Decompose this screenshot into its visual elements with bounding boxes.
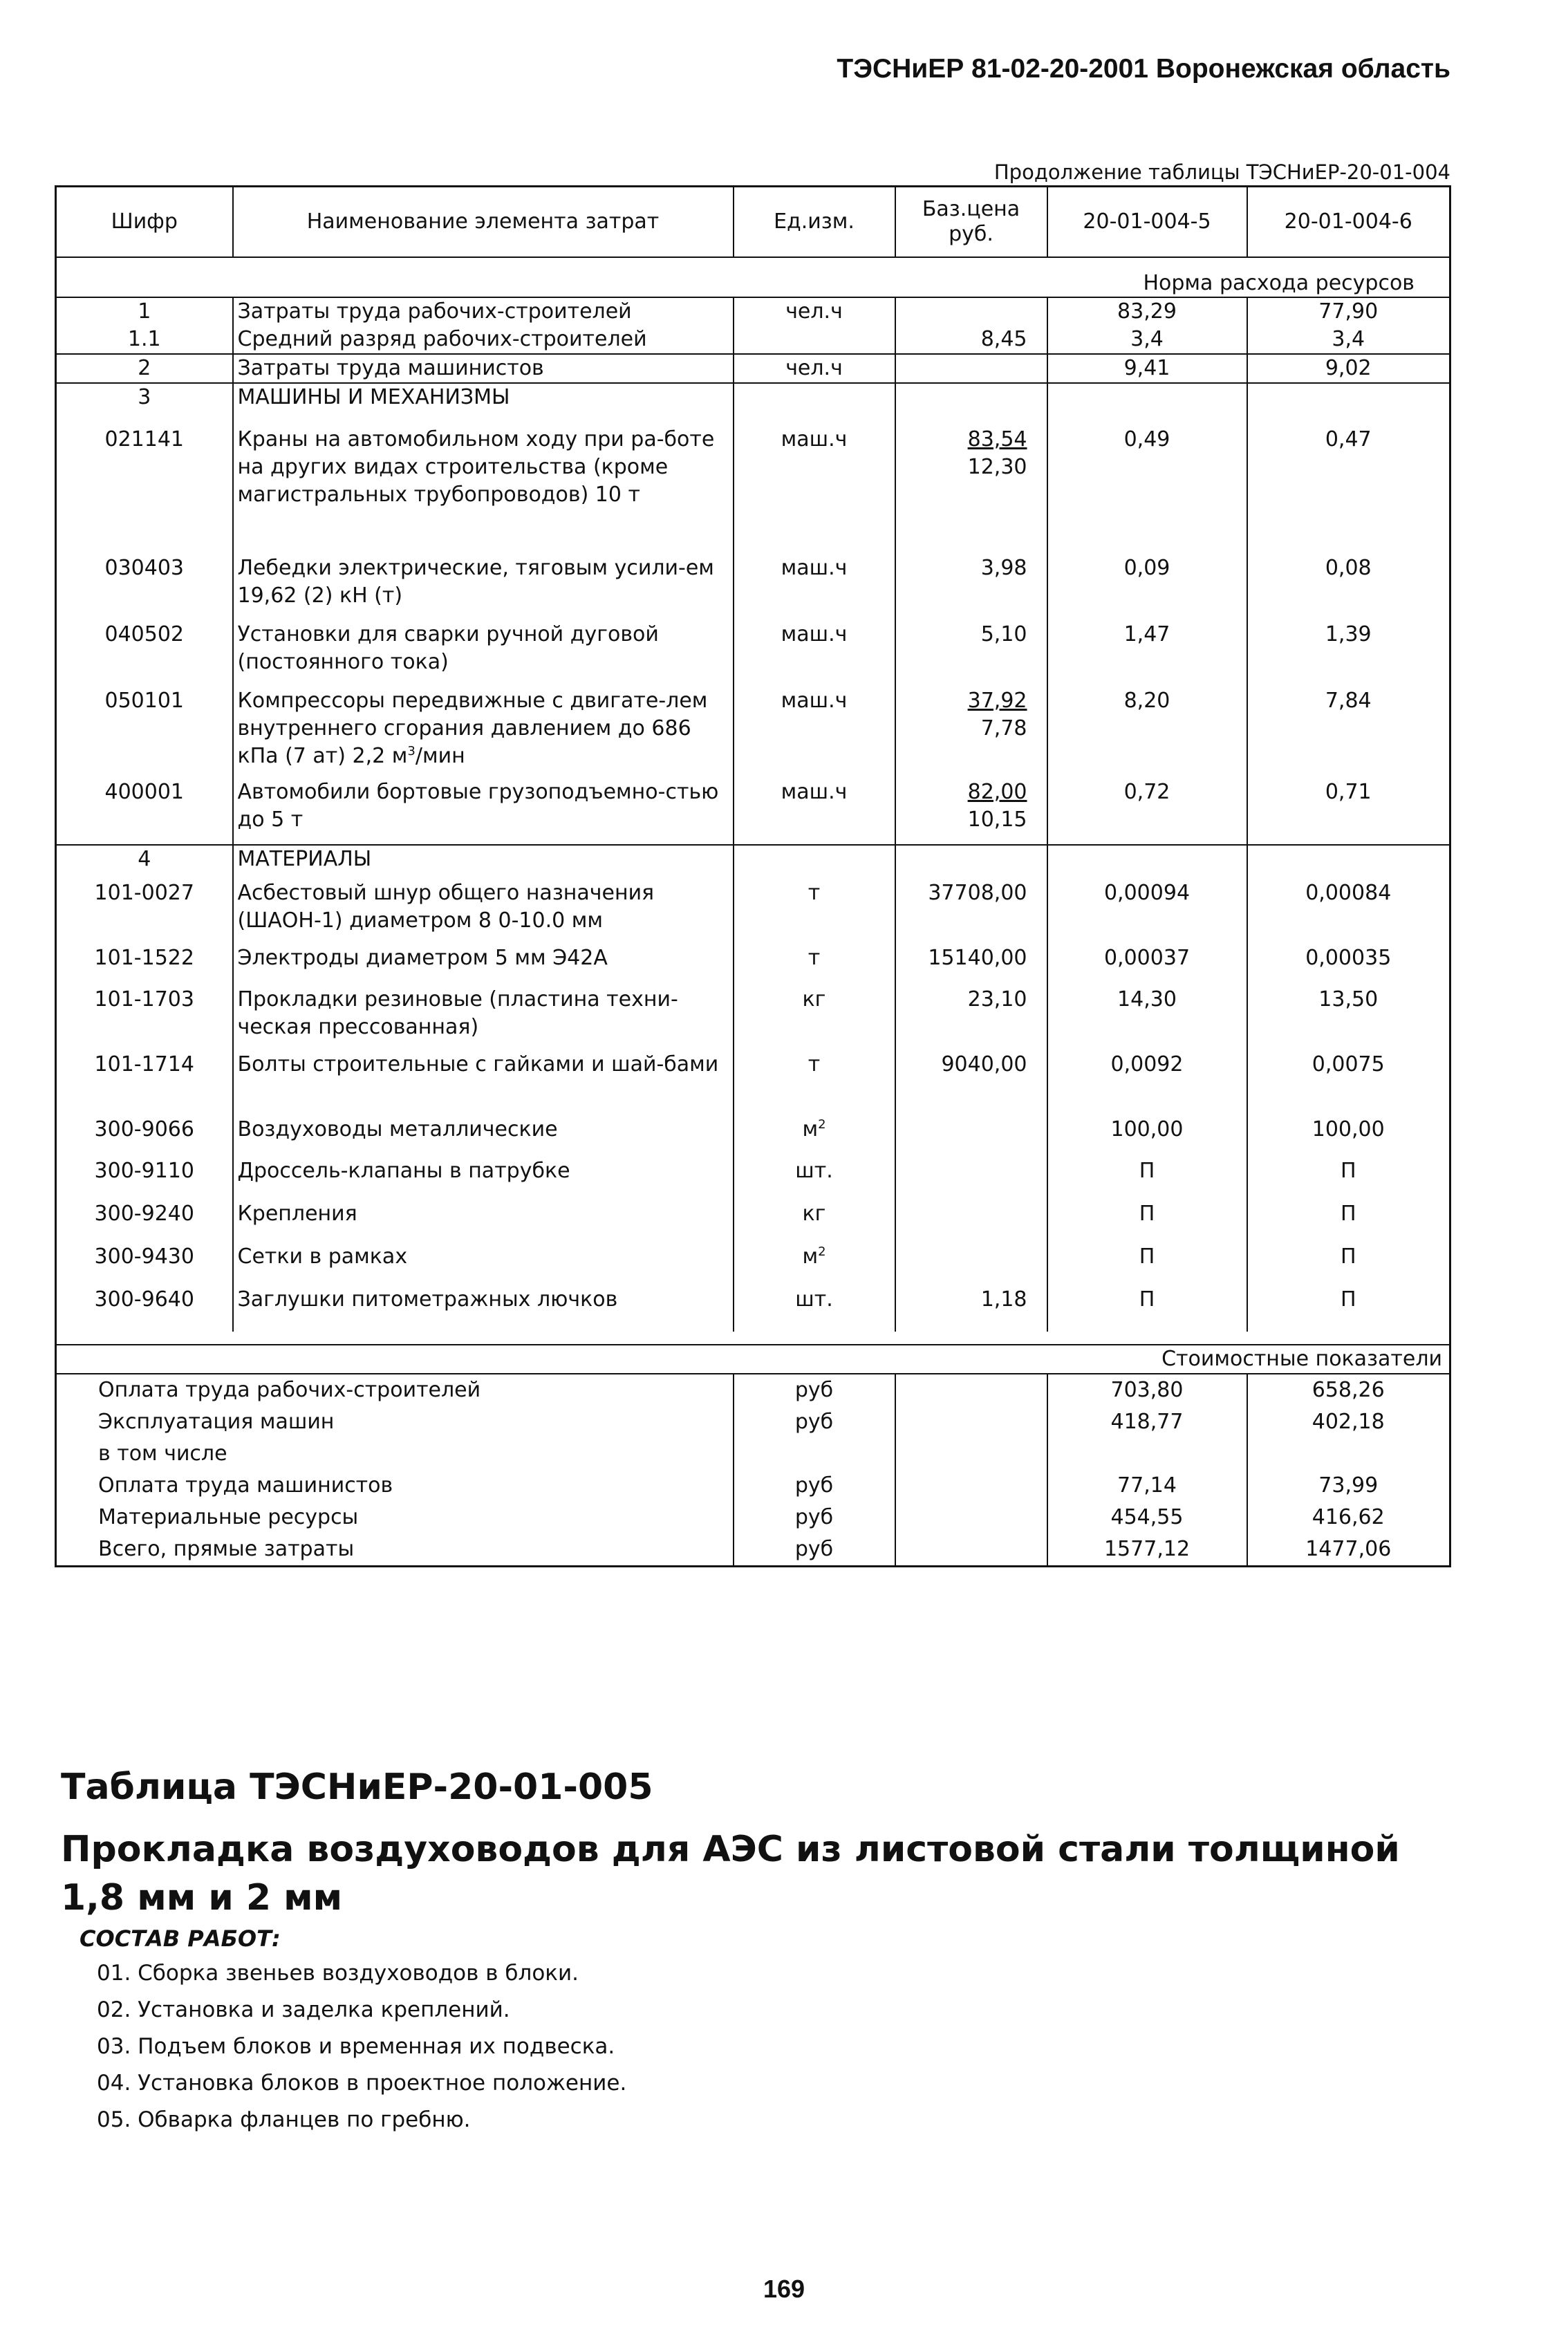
row-name bbox=[233, 297, 734, 326]
row-name bbox=[233, 1243, 734, 1286]
row-name-text: Затраты труда машинистов bbox=[237, 356, 544, 380]
row-name bbox=[233, 879, 734, 944]
row-name-text: Затраты труда рабочих-строителей bbox=[237, 299, 632, 324]
row-name bbox=[233, 1157, 734, 1200]
row-name bbox=[233, 383, 734, 426]
table-row bbox=[56, 1051, 1450, 1116]
row-name bbox=[233, 1051, 734, 1116]
summary-price bbox=[895, 1533, 1047, 1567]
summary-label: Всего, прямые затраты bbox=[56, 1533, 734, 1567]
row-unit bbox=[734, 1157, 895, 1200]
row-norm-5: 14,30 bbox=[1047, 986, 1247, 1051]
row-unit bbox=[734, 426, 895, 554]
row-norm-6: 3,4 bbox=[1247, 326, 1450, 354]
row-unit bbox=[734, 1286, 895, 1332]
row-unit bbox=[734, 687, 895, 778]
row-name bbox=[233, 687, 734, 778]
cost-label-row bbox=[56, 1345, 1450, 1374]
row-code: 101-1703 bbox=[56, 986, 233, 1051]
row-price bbox=[895, 1157, 1047, 1200]
row-name-text: МАТЕРИАЛЫ bbox=[237, 847, 372, 871]
row-norm-6 bbox=[1247, 845, 1450, 879]
table-row bbox=[56, 554, 1450, 621]
summary-label: Материальные ресурсы bbox=[56, 1502, 734, 1533]
row-price bbox=[895, 554, 1047, 621]
row-norm-6: 9,02 bbox=[1247, 354, 1450, 383]
row-price bbox=[895, 687, 1047, 778]
row-price bbox=[895, 383, 1047, 426]
row-unit-text: шт. bbox=[795, 1287, 833, 1312]
row-norm-6: 1,39 bbox=[1247, 621, 1450, 687]
table-row bbox=[56, 297, 1450, 326]
row-unit bbox=[734, 778, 895, 845]
row-norm-6: 100,00 bbox=[1247, 1116, 1450, 1157]
row-name-text: Компрессоры передвижные с двигате-лем внутреннего сгорания давлением до 686 кПа (7 ат) 2,2 м bbox=[237, 689, 708, 768]
row-price-value: 37,92 bbox=[967, 689, 1027, 713]
row-name bbox=[233, 426, 734, 554]
table-row bbox=[56, 944, 1450, 986]
row-unit bbox=[734, 326, 895, 354]
row-norm-6: 0,00084 bbox=[1247, 879, 1450, 944]
col-header-unit: Ед.изм. bbox=[734, 187, 895, 258]
row-code: 050101 bbox=[56, 687, 233, 778]
row-norm-6: 0,0075 bbox=[1247, 1051, 1450, 1116]
row-unit-text: т bbox=[808, 881, 821, 905]
summary-unit: руб bbox=[734, 1406, 895, 1438]
table-row bbox=[56, 383, 1450, 426]
summary-price bbox=[895, 1438, 1047, 1470]
row-code: 101-1714 bbox=[56, 1051, 233, 1116]
row-code: 400001 bbox=[56, 778, 233, 845]
col-header-code: Шифр bbox=[56, 187, 233, 258]
row-norm-5: 0,72 bbox=[1047, 778, 1247, 845]
row-name-text: Электроды диаметром 5 мм Э42А bbox=[237, 946, 608, 970]
row-norm-6: 13,50 bbox=[1247, 986, 1450, 1051]
row-name-text: Лебедки электрические, тяговым усили-ем 19,62 (2) кН (т) bbox=[237, 556, 714, 608]
row-price bbox=[895, 326, 1047, 354]
row-name bbox=[233, 1286, 734, 1332]
works-item: 05. Обварка фланцев по гребню. bbox=[97, 2107, 471, 2132]
row-price-value-2: 12,30 bbox=[967, 455, 1027, 479]
row-price bbox=[895, 845, 1047, 879]
norm-label: Норма расхода ресурсов bbox=[56, 270, 1450, 297]
row-code: 3 bbox=[56, 383, 233, 426]
row-code: 1.1 bbox=[56, 326, 233, 354]
summary-price bbox=[895, 1502, 1047, 1533]
row-price-value: 9040,00 bbox=[941, 1052, 1027, 1076]
table-title: Таблица ТЭСНиЕР-20-01-005 bbox=[61, 1766, 653, 1808]
works-item: 03. Подъем блоков и временная их подвеска. bbox=[97, 2034, 615, 2059]
row-price bbox=[895, 778, 1047, 845]
row-norm-5 bbox=[1047, 383, 1247, 426]
row-code: 040502 bbox=[56, 621, 233, 687]
table-row bbox=[56, 1116, 1450, 1157]
summary-row bbox=[56, 1374, 1450, 1406]
summary-unit: руб bbox=[734, 1533, 895, 1567]
row-unit bbox=[734, 845, 895, 879]
row-norm-6: 7,84 bbox=[1247, 687, 1450, 778]
row-norm-6: П bbox=[1247, 1286, 1450, 1332]
works-item: 02. Установка и заделка креплений. bbox=[97, 1997, 510, 2022]
row-norm-6: 0,71 bbox=[1247, 778, 1450, 845]
summary-row bbox=[56, 1406, 1450, 1438]
row-name bbox=[233, 944, 734, 986]
row-code: 101-0027 bbox=[56, 879, 233, 944]
summary-row bbox=[56, 1533, 1450, 1567]
spacer-row bbox=[56, 1332, 1450, 1345]
row-norm-6: П bbox=[1247, 1157, 1450, 1200]
row-price-value: 8,45 bbox=[980, 327, 1027, 351]
summary-norm-6 bbox=[1247, 1438, 1450, 1470]
summary-unit: руб bbox=[734, 1502, 895, 1533]
row-unit-text: т bbox=[808, 946, 821, 970]
row-unit bbox=[734, 879, 895, 944]
col-header-name: Наименование элемента затрат bbox=[233, 187, 734, 258]
summary-row bbox=[56, 1470, 1450, 1502]
row-price-value-2: 10,15 bbox=[967, 808, 1027, 832]
row-name-text: Заглушки питометражных лючков bbox=[237, 1287, 618, 1312]
row-norm-5: 100,00 bbox=[1047, 1116, 1247, 1157]
summary-norm-6: 416,62 bbox=[1247, 1502, 1450, 1533]
row-unit bbox=[734, 1051, 895, 1116]
row-unit bbox=[734, 383, 895, 426]
row-name-text: МАШИНЫ И МЕХАНИЗМЫ bbox=[237, 385, 510, 409]
summary-row bbox=[56, 1438, 1450, 1470]
summary-norm-5: 418,77 bbox=[1047, 1406, 1247, 1438]
table-row bbox=[56, 1243, 1450, 1286]
row-code: 101-1522 bbox=[56, 944, 233, 986]
row-name-sup: 3 bbox=[407, 744, 416, 758]
row-norm-5: П bbox=[1047, 1200, 1247, 1243]
table-row bbox=[56, 621, 1450, 687]
row-norm-5: 0,00094 bbox=[1047, 879, 1247, 944]
summary-label: в том числе bbox=[56, 1438, 734, 1470]
row-unit-text: м bbox=[802, 1117, 819, 1141]
row-name-text: Краны на автомобильном ходу при ра-боте на других видах строительства (кроме магистральных трубопроводов) 10 т bbox=[237, 427, 715, 507]
summary-norm-5: 454,55 bbox=[1047, 1502, 1247, 1533]
row-code: 300-9066 bbox=[56, 1116, 233, 1157]
row-unit bbox=[734, 1116, 895, 1157]
row-code: 300-9110 bbox=[56, 1157, 233, 1200]
resource-table bbox=[55, 185, 1451, 1567]
row-name-text: Установки для сварки ручной дуговой (постоянного тока) bbox=[237, 622, 659, 674]
summary-norm-6: 658,26 bbox=[1247, 1374, 1450, 1406]
row-price-value-2: 7,78 bbox=[980, 716, 1027, 740]
norm-label-row bbox=[56, 270, 1450, 297]
row-norm-6: П bbox=[1247, 1243, 1450, 1286]
row-unit bbox=[734, 354, 895, 383]
col-header-norm-5: 20-01-004-5 bbox=[1047, 187, 1247, 258]
row-name-text: Прокладки резиновые (пластина техни-ческая прессованная) bbox=[237, 987, 678, 1039]
row-unit bbox=[734, 297, 895, 326]
row-code: 300-9640 bbox=[56, 1286, 233, 1332]
works-heading: СОСТАВ РАБОТ: bbox=[80, 1925, 281, 1952]
row-norm-5: 0,49 bbox=[1047, 426, 1247, 554]
col-header-norm-6: 20-01-004-6 bbox=[1247, 187, 1450, 258]
summary-norm-5 bbox=[1047, 1438, 1247, 1470]
row-name-text: Дроссель-клапаны в патрубке bbox=[237, 1159, 570, 1183]
row-name-text: Болты строительные с гайками и шай-бами bbox=[237, 1052, 719, 1076]
row-unit-text: шт. bbox=[795, 1159, 833, 1183]
table-row bbox=[56, 326, 1450, 354]
row-norm-5: 3,4 bbox=[1047, 326, 1247, 354]
row-price bbox=[895, 1116, 1047, 1157]
row-code: 300-9430 bbox=[56, 1243, 233, 1286]
row-code: 2 bbox=[56, 354, 233, 383]
row-name bbox=[233, 778, 734, 845]
row-code: 1 bbox=[56, 297, 233, 326]
row-name bbox=[233, 554, 734, 621]
row-unit bbox=[734, 621, 895, 687]
row-norm-6: 0,00035 bbox=[1247, 944, 1450, 986]
row-name bbox=[233, 354, 734, 383]
row-name bbox=[233, 1116, 734, 1157]
summary-price bbox=[895, 1374, 1047, 1406]
row-unit bbox=[734, 1200, 895, 1243]
spacer-row bbox=[56, 257, 1450, 270]
table-header-row bbox=[56, 187, 1450, 258]
row-price-value: 5,10 bbox=[980, 622, 1027, 646]
row-norm-5: П bbox=[1047, 1243, 1247, 1286]
summary-price bbox=[895, 1470, 1047, 1502]
summary-unit: руб bbox=[734, 1470, 895, 1502]
row-norm-6: 0,08 bbox=[1247, 554, 1450, 621]
summary-label: Оплата труда машинистов bbox=[56, 1470, 734, 1502]
row-norm-6 bbox=[1247, 383, 1450, 426]
row-price-value: 37708,00 bbox=[928, 881, 1027, 905]
section-subtitle: Прокладка воздуховодов для АЭС из листовой стали толщиной 1,8 мм и 2 мм bbox=[61, 1829, 1400, 1919]
row-price bbox=[895, 621, 1047, 687]
cost-label: Стоимостные показатели bbox=[56, 1345, 1450, 1374]
table-row bbox=[56, 845, 1450, 879]
row-price bbox=[895, 1243, 1047, 1286]
row-name bbox=[233, 845, 734, 879]
row-unit-text: маш.ч bbox=[781, 556, 848, 580]
row-norm-5: 8,20 bbox=[1047, 687, 1247, 778]
row-unit bbox=[734, 554, 895, 621]
row-norm-5: 0,00037 bbox=[1047, 944, 1247, 986]
row-unit bbox=[734, 944, 895, 986]
table-row bbox=[56, 1157, 1450, 1200]
table-row bbox=[56, 778, 1450, 845]
row-name-tail: /мин bbox=[415, 744, 465, 768]
row-norm-5: 1,47 bbox=[1047, 621, 1247, 687]
row-norm-6: 0,47 bbox=[1247, 426, 1450, 554]
row-code: 021141 bbox=[56, 426, 233, 554]
row-name-text: Воздуховоды металлические bbox=[237, 1117, 558, 1141]
row-price bbox=[895, 1286, 1047, 1332]
summary-label: Эксплуатация машин bbox=[56, 1406, 734, 1438]
row-price bbox=[895, 1200, 1047, 1243]
row-norm-6: П bbox=[1247, 1200, 1450, 1243]
row-price bbox=[895, 297, 1047, 326]
row-norm-5: П bbox=[1047, 1157, 1247, 1200]
row-unit-text: кг bbox=[802, 987, 826, 1011]
summary-norm-5: 77,14 bbox=[1047, 1470, 1247, 1502]
row-price bbox=[895, 1051, 1047, 1116]
row-norm-5: 0,09 bbox=[1047, 554, 1247, 621]
spacer-cell bbox=[56, 1332, 1450, 1345]
row-code: 4 bbox=[56, 845, 233, 879]
row-unit-sup: 2 bbox=[818, 1117, 826, 1132]
document-header: ТЭСНиЕР 81-02-20-2001 Воронежская область bbox=[837, 54, 1450, 84]
row-name-text: Сетки в рамках bbox=[237, 1244, 408, 1269]
row-unit-text: т bbox=[808, 1052, 821, 1076]
row-price-value: 3,98 bbox=[980, 556, 1027, 580]
row-price bbox=[895, 354, 1047, 383]
table-row bbox=[56, 1200, 1450, 1243]
row-name bbox=[233, 326, 734, 354]
row-unit-text: кг bbox=[802, 1202, 826, 1226]
row-name bbox=[233, 986, 734, 1051]
row-unit-sup: 2 bbox=[818, 1244, 826, 1259]
row-price-value: 15140,00 bbox=[928, 946, 1027, 970]
row-unit-text: чел.ч bbox=[785, 356, 843, 380]
row-price bbox=[895, 879, 1047, 944]
row-price bbox=[895, 944, 1047, 986]
row-unit-text: маш.ч bbox=[781, 689, 848, 713]
row-name-text: Асбестовый шнур общего назначения (ШАОН-1) диаметром 8 0-10.0 мм bbox=[237, 881, 655, 933]
row-price-value: 23,10 bbox=[967, 987, 1027, 1011]
row-unit-text: маш.ч bbox=[781, 622, 848, 646]
row-code: 030403 bbox=[56, 554, 233, 621]
works-item: 01. Сборка звеньев воздуховодов в блоки. bbox=[97, 1961, 579, 1986]
row-price bbox=[895, 426, 1047, 554]
row-name-text: Автомобили бортовые грузоподъемно-стью до 5 т bbox=[237, 780, 719, 832]
row-norm-5: 0,0092 bbox=[1047, 1051, 1247, 1116]
row-unit bbox=[734, 986, 895, 1051]
row-norm-5: П bbox=[1047, 1286, 1247, 1332]
summary-norm-6: 1477,06 bbox=[1247, 1533, 1450, 1567]
row-price-value: 83,54 bbox=[967, 427, 1027, 451]
row-name-text: Крепления bbox=[237, 1202, 357, 1226]
summary-unit: руб bbox=[734, 1374, 895, 1406]
row-price-value: 1,18 bbox=[980, 1287, 1027, 1312]
row-name bbox=[233, 621, 734, 687]
row-norm-5 bbox=[1047, 845, 1247, 879]
table-row bbox=[56, 687, 1450, 778]
row-name bbox=[233, 1200, 734, 1243]
table-continuation-caption: Продолжение таблицы ТЭСНиЕР-20-01-004 bbox=[993, 160, 1450, 184]
summary-label: Оплата труда рабочих-строителей bbox=[56, 1374, 734, 1406]
row-unit-text: маш.ч bbox=[781, 780, 848, 804]
table-row bbox=[56, 354, 1450, 383]
summary-norm-5: 703,80 bbox=[1047, 1374, 1247, 1406]
row-unit-text: чел.ч bbox=[785, 299, 843, 324]
table-row bbox=[56, 1286, 1450, 1332]
row-norm-5: 9,41 bbox=[1047, 354, 1247, 383]
works-list bbox=[97, 1955, 626, 2138]
table-row bbox=[56, 986, 1450, 1051]
works-item: 04. Установка блоков в проектное положение. bbox=[97, 2071, 627, 2096]
row-price-value: 82,00 bbox=[967, 780, 1027, 804]
row-unit-text: маш.ч bbox=[781, 427, 848, 451]
summary-norm-6: 73,99 bbox=[1247, 1470, 1450, 1502]
row-norm-5: 83,29 bbox=[1047, 297, 1247, 326]
table-row bbox=[56, 879, 1450, 944]
row-code: 300-9240 bbox=[56, 1200, 233, 1243]
summary-unit bbox=[734, 1438, 895, 1470]
col-header-price: Баз.цена руб. bbox=[895, 187, 1047, 258]
summary-price bbox=[895, 1406, 1047, 1438]
row-name-text: Средний разряд рабочих-строителей bbox=[237, 327, 647, 351]
summary-row bbox=[56, 1502, 1450, 1533]
row-price bbox=[895, 986, 1047, 1051]
row-norm-6: 77,90 bbox=[1247, 297, 1450, 326]
row-unit bbox=[734, 1243, 895, 1286]
summary-norm-5: 1577,12 bbox=[1047, 1533, 1247, 1567]
page-number: 169 bbox=[763, 2275, 805, 2303]
summary-norm-6: 402,18 bbox=[1247, 1406, 1450, 1438]
row-unit-text: м bbox=[802, 1244, 819, 1269]
table-row bbox=[56, 426, 1450, 554]
